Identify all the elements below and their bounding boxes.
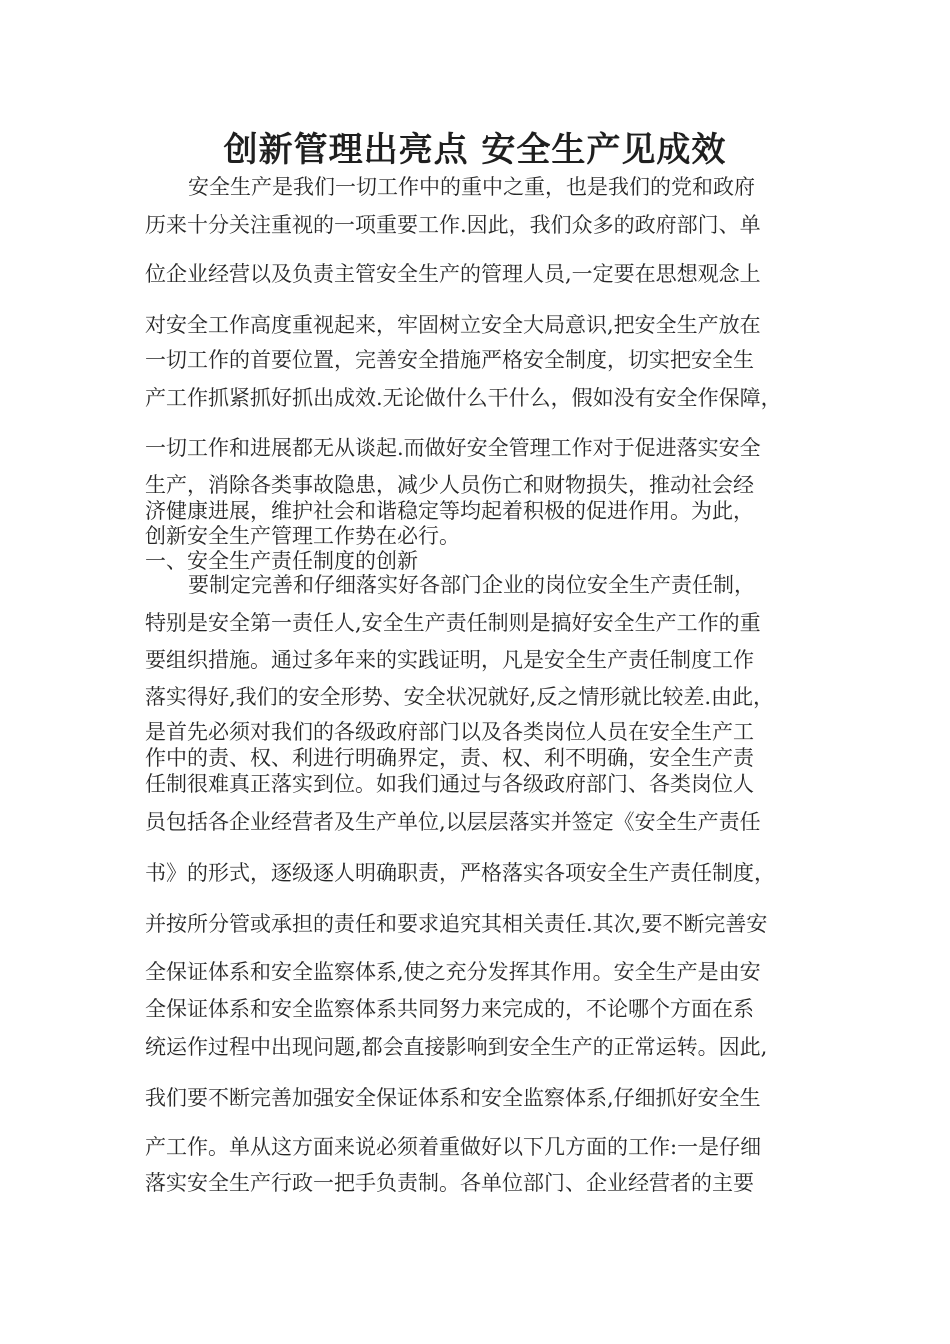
- paragraph-line: 产工作。单从这方面来说必须着重做好以下几方面的工作:一是仔细: [145, 1135, 762, 1159]
- section-heading: 一、安全生产责任制度的创新: [145, 549, 418, 573]
- paragraph-line: 员包括各企业经营者及生产单位,以层层落实并签定《安全生产责任: [145, 810, 761, 834]
- paragraph-line: 安全生产是我们一切工作中的重中之重，也是我们的党和政府: [188, 175, 755, 199]
- paragraph-line: 全保证体系和安全监察体系,使之充分发挥其作用。安全生产是由安: [145, 960, 761, 984]
- paragraph-line: 统运作过程中出现问题,都会直接影响到安全生产的正常运转。因此,: [145, 1035, 768, 1059]
- paragraph-line: 特别是安全第一责任人,安全生产责任制则是搞好安全生产工作的重: [145, 611, 761, 635]
- paragraph-line: 位企业经营以及负责主管安全生产的管理人员,一定要在思想观念上: [145, 262, 761, 286]
- paragraph-line: 任制很难真正落实到位。如我们通过与各级政府部门、各类岗位人: [145, 772, 754, 796]
- paragraph-line: 一切工作和进展都无从谈起.而做好安全管理工作对于促进落实安全: [145, 436, 761, 460]
- paragraph-line: 书》的形式，逐级逐人明确职责，严格落实各项安全生产责任制度，: [145, 861, 775, 885]
- paragraph-line: 生产，消除各类事故隐患，减少人员伤亡和财物损失，推动社会经: [145, 473, 754, 497]
- paragraph-line: 并按所分管或承担的责任和要求追究其相关责任.其次,要不断完善安: [145, 912, 768, 936]
- paragraph-line: 全保证体系和安全监察体系共同努力来完成的，不论哪个方面在系: [145, 997, 754, 1021]
- paragraph-line: 落实安全生产行政一把手负责制。各单位部门、企业经营者的主要: [145, 1171, 754, 1195]
- paragraph-line: 落实得好,我们的安全形势、安全状况就好,反之情形就比较差.由此，: [145, 685, 775, 709]
- paragraph-line: 作中的责、权、利进行明确界定，责、权、利不明确，安全生产责: [145, 746, 754, 770]
- paragraph-line: 历来十分关注重视的一项重要工作.因此，我们众多的政府部门、单: [145, 213, 761, 237]
- paragraph-line: 产工作抓紧抓好抓出成效.无论做什么干什么，假如没有安全作保障，: [145, 386, 782, 410]
- paragraph-line: 是首先必须对我们的各级政府部门以及各类岗位人员在安全生产工: [145, 720, 754, 744]
- paragraph-line: 对安全工作高度重视起来，牢固树立安全大局意识,把安全生产放在: [145, 313, 761, 337]
- paragraph-line: 一切工作的首要位置，完善安全措施严格安全制度，切实把安全生: [145, 348, 754, 372]
- document-title: 创新管理出亮点 安全生产见成效: [223, 130, 727, 170]
- paragraph-line: 济健康进展，维护社会和谐稳定等均起着积极的促进作用。为此，: [145, 499, 754, 523]
- paragraph-line: 要制定完善和仔细落实好各部门企业的岗位安全生产责任制，: [188, 573, 755, 597]
- paragraph-line: 要组织措施。通过多年来的实践证明，凡是安全生产责任制度工作: [145, 648, 754, 672]
- paragraph-line: 我们要不断完善加强安全保证体系和安全监察体系,仔细抓好安全生: [145, 1086, 761, 1110]
- paragraph-line: 创新安全生产管理工作势在必行。: [145, 524, 460, 548]
